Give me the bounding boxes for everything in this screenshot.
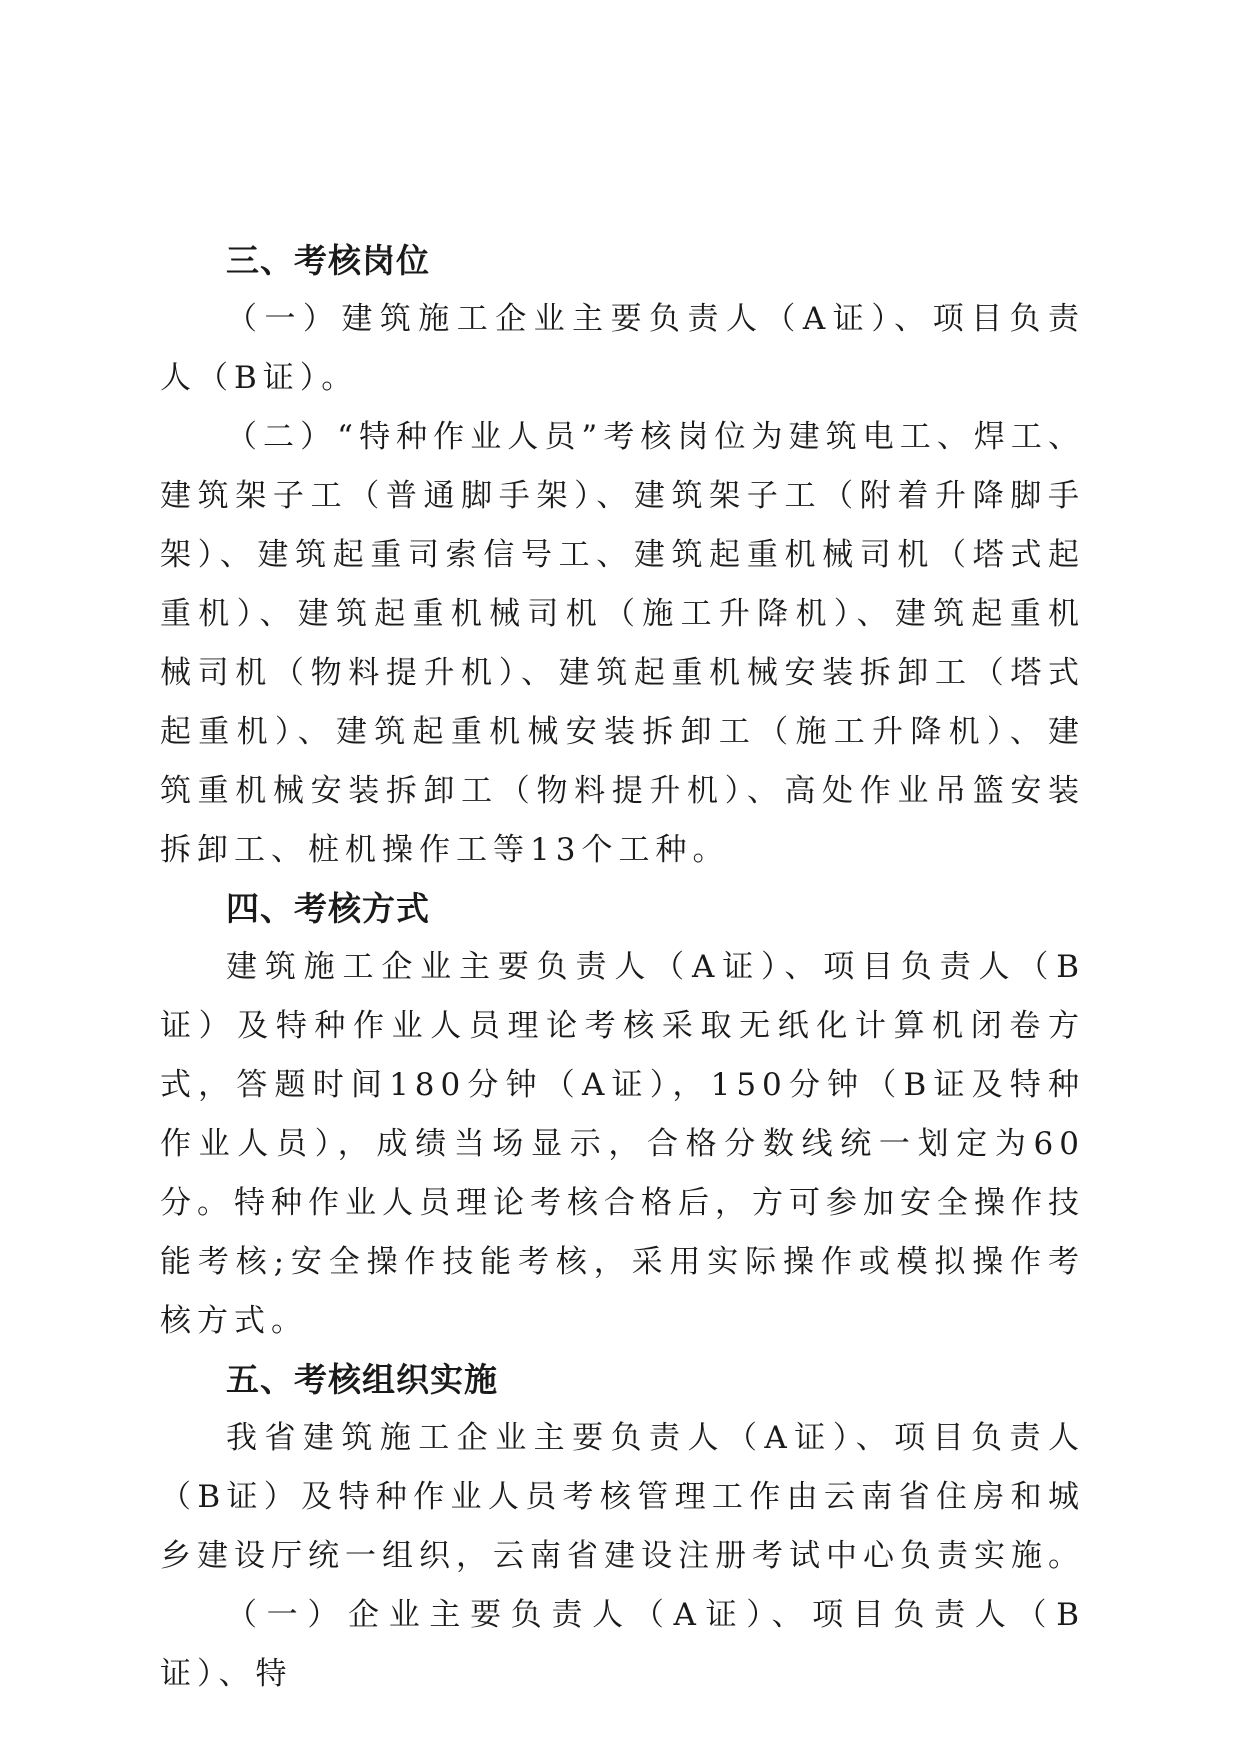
- section-heading: 五、考核组织实施: [226, 1360, 498, 1399]
- paragraph: （一）建筑施工企业主要负责人（A证）、项目负责人（B证）。: [160, 301, 1085, 396]
- paragraph: （一）企业主要负责人（A证）、项目负责人（B证）、特: [160, 1597, 1085, 1692]
- section-heading: 三、考核岗位: [226, 241, 430, 280]
- paragraph: 我省建筑施工企业主要负责人（A证）、项目负责人（B证）及特种作业人员考核管理工作由云南省住房和城乡建设厅统一组织，云南省建设注册考试中心负责实施。: [160, 1420, 1085, 1574]
- paragraph: （二）“特种作业人员”考核岗位为建筑电工、焊工、建筑架子工（普通脚手架）、建筑架子工（附着升降脚手架）、建筑起重司索信号工、建筑起重机械司机（塔式起重机）、建筑起重机械司机（施工升降机）、建筑起重机械司机（物料提升机）、建筑起重机械安装拆卸工（塔式起重机）、建筑起重机械安装拆卸工（施工升降机）、建筑重机械安装拆卸工（物料提升机）、高处作业吊篮安装拆卸工、桩机操作工等13个工种。: [160, 419, 1085, 868]
- section-positions: [160, 232, 1085, 880]
- section-heading: 四、考核方式: [226, 889, 430, 928]
- paragraph: 建筑施工企业主要负责人（A证）、项目负责人（B证）及特种作业人员理论考核采取无纸化计算机闭卷方式，答题时间180分钟（A证），150分钟（B证及特种作业人员），成绩当场显示，合格分数线统一划定为60分。特种作业人员理论考核合格后，方可参加安全操作技能考核;安全操作技能考核，采用实际操作或模拟操作考核方式。: [160, 949, 1085, 1339]
- document-page: [160, 232, 1085, 1704]
- section-organization: [160, 1351, 1085, 1704]
- section-method: [160, 880, 1085, 1351]
